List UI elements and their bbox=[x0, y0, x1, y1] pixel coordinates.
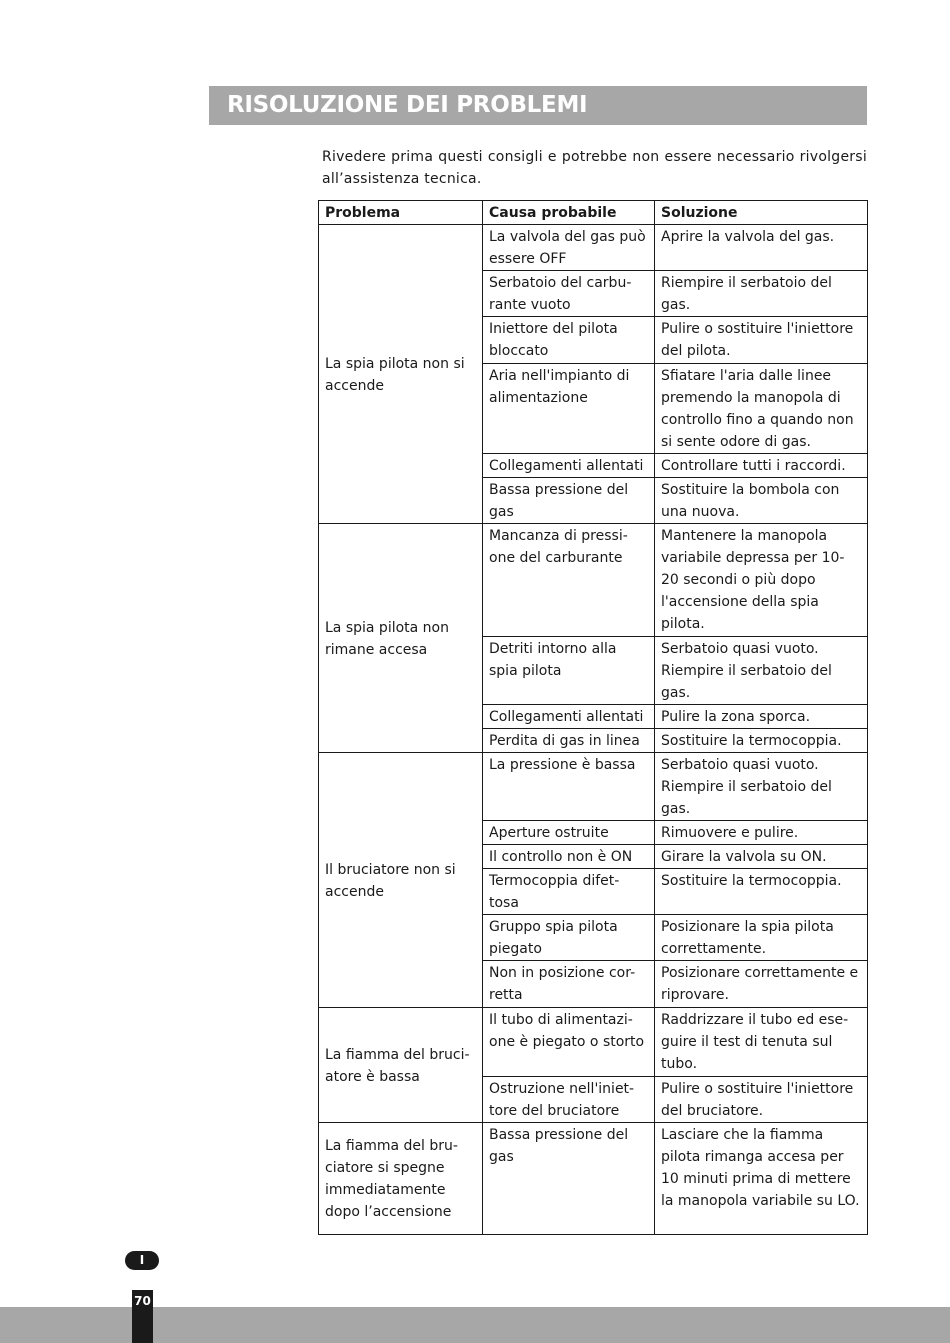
solution-cell: Sostituire la bombola con una nuova. bbox=[655, 478, 868, 524]
table-row bbox=[319, 225, 868, 271]
cause-cell: Collegamenti allentati bbox=[483, 705, 655, 729]
solution-cell: Pulire o sostituire l'iniettore del pilota. bbox=[655, 317, 868, 364]
title-bar bbox=[209, 86, 867, 125]
table-header-row bbox=[319, 201, 868, 225]
solution-cell: Controllare tutti i raccordi. bbox=[655, 454, 868, 478]
solution-cell: Serbatoio quasi vuoto. Riempire il serbatoio del gas. bbox=[655, 753, 868, 821]
intro-paragraph: Rivedere prima questi consigli e potrebbe non essere necessario rivolgersi all’assistenza tecnica. bbox=[322, 149, 867, 187]
solution-cell: Riempire il serbatoio del gas. bbox=[655, 271, 868, 317]
table-row bbox=[319, 1123, 868, 1235]
cause-cell: Ostruzione nell'iniet-tore del bruciatore bbox=[483, 1077, 655, 1123]
cause-cell: Serbatoio del carbu-rante vuoto bbox=[483, 271, 655, 317]
cause-cell: Non in posizione cor-retta bbox=[483, 961, 655, 1008]
solution-cell: Sostituire la termocoppia. bbox=[655, 729, 868, 753]
cause-cell: Detriti intorno alla spia pilota bbox=[483, 637, 655, 705]
page-title: RISOLUZIONE DEI PROBLEMI bbox=[227, 92, 588, 118]
cause-cell: La pressione è bassa bbox=[483, 753, 655, 821]
solution-cell: Pulire o sostituire l'iniettore del bruciatore. bbox=[655, 1077, 868, 1123]
language-badge: I bbox=[125, 1251, 159, 1270]
solution-cell: Posizionare correttamente e riprovare. bbox=[655, 961, 868, 1008]
cause-cell: Il tubo di alimentazi-one è piegato o storto bbox=[483, 1008, 655, 1077]
table-row bbox=[319, 524, 868, 637]
table-row bbox=[319, 1008, 868, 1077]
solution-cell: Aprire la valvola del gas. bbox=[655, 225, 868, 271]
problem-cell: La fiamma del bru-ciatore si spegne immediatamente dopo l’accensione bbox=[319, 1123, 483, 1235]
cause-cell: Bassa pressione del gas bbox=[483, 478, 655, 524]
solution-cell: Posizionare la spia pilota correttamente. bbox=[655, 915, 868, 961]
cause-cell: Aperture ostruite bbox=[483, 821, 655, 845]
solution-cell: Serbatoio quasi vuoto. Riempire il serbatoio del gas. bbox=[655, 637, 868, 705]
problem-cell: Il bruciatore non si accende bbox=[319, 753, 483, 1008]
solution-cell: Sfiatare l'aria dalle linee premendo la manopola di controllo fino a quando non si sente odore di gas. bbox=[655, 364, 868, 454]
cause-cell: La valvola del gas può essere OFF bbox=[483, 225, 655, 271]
solution-cell: Sostituire la termocoppia. bbox=[655, 869, 868, 915]
table-row bbox=[319, 753, 868, 821]
solution-cell: Girare la valvola su ON. bbox=[655, 845, 868, 869]
cause-cell: Gruppo spia pilota piegato bbox=[483, 915, 655, 961]
troubleshooting-table bbox=[318, 200, 868, 1235]
header-solution: Soluzione bbox=[655, 201, 868, 225]
header-problem: Problema bbox=[319, 201, 483, 225]
problem-cell: La spia pilota non rimane accesa bbox=[319, 524, 483, 753]
solution-cell: Mantenere la manopola variabile depressa per 10-20 secondi o più dopo l'accensione della spia pilota. bbox=[655, 524, 868, 637]
solution-cell: Rimuovere e pulire. bbox=[655, 821, 868, 845]
solution-cell: Lasciare che la fiamma pilota rimanga accesa per 10 minuti prima di mettere la manopola variabile su LO. bbox=[655, 1123, 868, 1235]
problem-cell: La spia pilota non si accende bbox=[319, 225, 483, 524]
cause-cell: Perdita di gas in linea bbox=[483, 729, 655, 753]
problem-cell: La fiamma del bruci-atore è bassa bbox=[319, 1008, 483, 1123]
cause-cell: Termocoppia difet-tosa bbox=[483, 869, 655, 915]
cause-cell: Aria nell'impianto di alimentazione bbox=[483, 364, 655, 454]
table-body bbox=[319, 225, 868, 1235]
cause-cell: Mancanza di pressi-one del carburante bbox=[483, 524, 655, 637]
cause-cell: Collegamenti allentati bbox=[483, 454, 655, 478]
cause-cell: Iniettore del pilota bloccato bbox=[483, 317, 655, 364]
solution-cell: Raddrizzare il tubo ed ese-guire il test di tenuta sul tubo. bbox=[655, 1008, 868, 1077]
solution-cell: Pulire la zona sporca. bbox=[655, 705, 868, 729]
cause-cell: Il controllo non è ON bbox=[483, 845, 655, 869]
page-number: 70 bbox=[134, 1294, 151, 1308]
cause-cell: Bassa pressione del gas bbox=[483, 1123, 655, 1235]
header-cause: Causa probabile bbox=[483, 201, 655, 225]
